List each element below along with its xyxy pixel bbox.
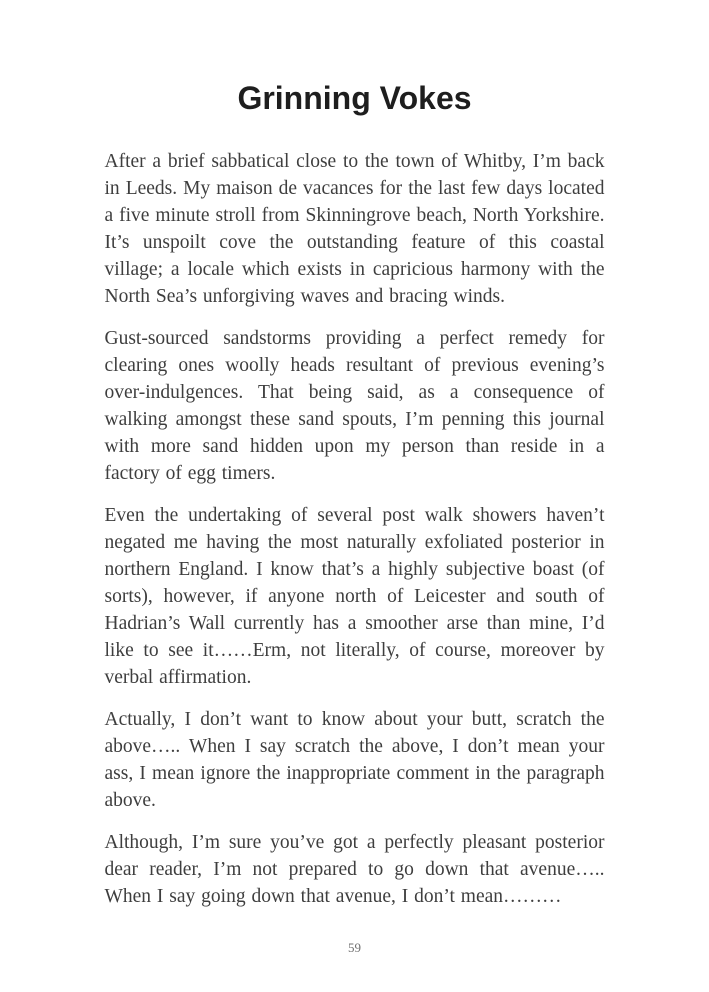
paragraph-5: Although, I’m sure you’ve got a perfectly pleasant posterior dear reader, I’m not prepared to go down that avenue….. When I say going down that avenue, I don’t mean……… <box>104 832 605 907</box>
paragraph-1: After a brief sabbatical close to the town of Whitby, I’m back in Leeds. My maison de vacances for the last few days located a five minute stroll from Skinningrove beach, North Yorkshire. It’s unspoilt cove the outstanding feature of this coastal village; a locale which exists in capricious harmony with the North Sea’s unforgiving waves and bracing winds. <box>104 151 605 307</box>
paragraph-2: Gust-sourced sandstorms providing a perfect remedy for clearing ones woolly heads resultant of previous evening’s over-indulgences. That being said, as a consequence of walking amongst these sand spouts, I’m penning this journal with more sand hidden upon my person than reside in a factory of egg timers. <box>104 328 605 484</box>
article-body <box>105 148 605 910</box>
page-title: Grinning Vokes <box>237 80 472 116</box>
page-number: 59 <box>348 940 361 955</box>
paragraph-3: Even the undertaking of several post walk showers haven’t negated me having the most naturally exfoliated posterior in northern England. I know that’s a highly subjective boast (of sorts), however, if anyone north of Leicester and south of Hadrian’s Wall currently has a smoother arse than mine, I’d like to see it……Erm, not literally, of course, moreover by verbal affirmation. <box>104 505 605 688</box>
paragraph-4: Actually, I don’t want to know about your butt, scratch the above….. When I say scratch the above, I don’t mean your ass, I mean ignore the inappropriate comment in the paragraph above. <box>104 709 605 811</box>
